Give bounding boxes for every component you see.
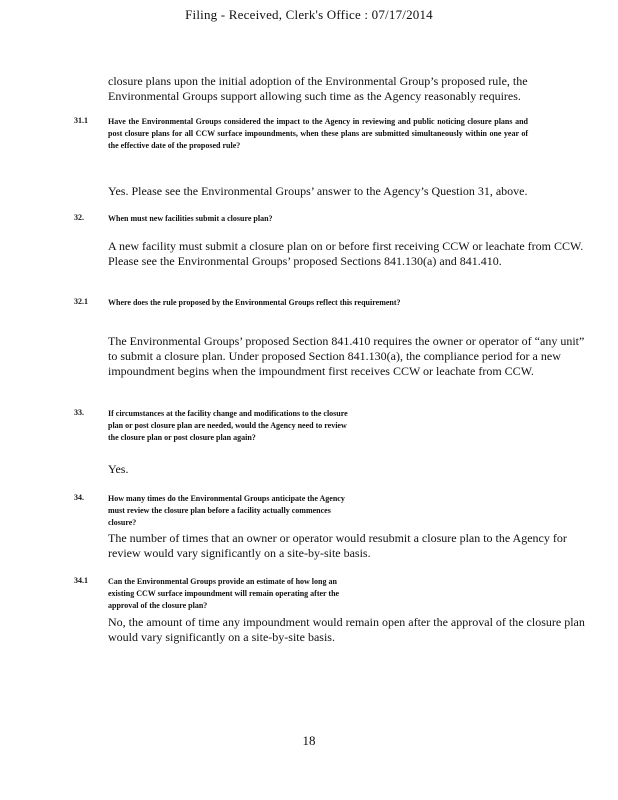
filing-stamp-header: Filing - Received, Clerk's Office : 07/17/2014 bbox=[185, 7, 433, 22]
question-text: Where does the rule proposed by the Environmental Groups reflect this requirement? bbox=[108, 298, 401, 307]
answer-paragraph: No, the amount of time any impoundment would remain open after the approval of the closure plan would vary significantly on a site-by-site basis. bbox=[108, 615, 585, 644]
question-text: Can the Environmental Groups provide an estimate of how long an existing CCW surface impoundment will remain operating after the approval of the closure plan? bbox=[108, 577, 340, 610]
answer-paragraph: A new facility must submit a closure plan on or before first receiving CCW or leachate from CCW. Please see the Environmental Groups’ proposed Sections 841.130(a) and 841.410. bbox=[108, 239, 584, 268]
question-number: 34. bbox=[74, 493, 84, 502]
answer-paragraph: Yes. bbox=[108, 462, 129, 476]
question-text: When must new facilities submit a closure plan? bbox=[108, 214, 273, 223]
question-text: If circumstances at the facility change and modifications to the closure plan or post closure plan are needed, would the Agency need to review the closure plan or post closure plan again? bbox=[108, 409, 348, 442]
question-number: 32. bbox=[74, 213, 84, 222]
question-number: 31.1 bbox=[74, 116, 88, 125]
question-number: 32.1 bbox=[74, 297, 88, 306]
question-number: 34.1 bbox=[74, 576, 88, 585]
continued-answer-paragraph: closure plans upon the initial adoption of the Environmental Group’s proposed rule, the Environmental Groups support allowing such time as the Agency reasonably requires. bbox=[108, 74, 528, 103]
page-number: 18 bbox=[302, 733, 316, 748]
answer-paragraph: The Environmental Groups’ proposed Section 841.410 requires the owner or operator of “any unit” to submit a closure plan. Under proposed Section 841.130(a), the compliance period for a new impoundment begins when the impoundment first receives CCW or leachate from CCW. bbox=[108, 334, 585, 378]
answer-paragraph: The number of times that an owner or operator would resubmit a closure plan to the Agency for review would vary significantly on a site-by-site basis. bbox=[108, 531, 567, 560]
question-text: How many times do the Environmental Groups anticipate the Agency must review the closure plan before a facility actually commences closure? bbox=[108, 494, 345, 527]
question-text: Have the Environmental Groups considered the impact to the Agency in reviewing and public noticing closure plans and post closure plans for all CCW surface impoundments, when these plans are submitted simultaneously within one year of the effective date of the proposed rule? bbox=[108, 117, 528, 150]
answer-paragraph: Yes. Please see the Environmental Groups’ answer to the Agency’s Question 31, above. bbox=[108, 184, 528, 198]
question-number: 33. bbox=[74, 408, 84, 417]
